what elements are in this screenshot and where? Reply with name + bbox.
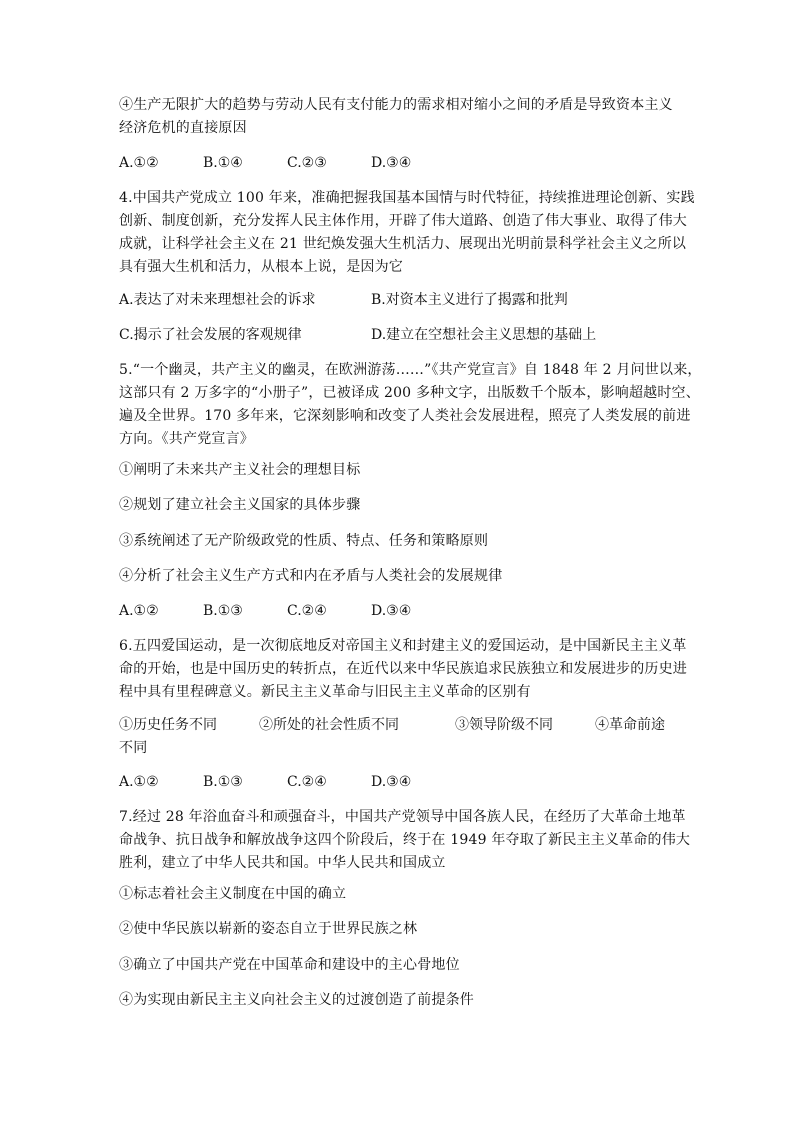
- q6-stem-line-3: 程中具有里程碑意义。新民主主义革命与旧民主主义革命的区别有: [119, 684, 531, 700]
- q5-option-b: B.①③: [203, 603, 243, 619]
- q4-option-b: B.对资本主义进行了揭露和批判: [371, 292, 568, 308]
- q7-item-1: ①标志着社会主义制度在中国的确立: [119, 886, 347, 902]
- q5-item-1: ①阐明了未来共产主义社会的理想目标: [119, 462, 361, 478]
- q5-option-c: C.②④: [287, 603, 327, 619]
- q3-option-b: B.①④: [203, 155, 243, 171]
- q6-stem-line-2: 命的开始，也是中国历史的转折点，在近代以来中华民族追求民族独立和发展进步的历史进: [119, 661, 687, 677]
- q4-stem-line-1: 4.中国共产党成立 100 年来，准确把握我国基本国情与时代特征，持续推进理论创新、实践: [119, 190, 695, 206]
- q5-item-2: ②规划了建立社会主义国家的具体步骤: [119, 497, 361, 513]
- q7-item-4: ④为实现由新民主主义向社会主义的过渡创造了前提条件: [119, 992, 474, 1008]
- q3-item-4-line-2: 经济危机的直接原因: [119, 120, 247, 136]
- q4-stem-line-2: 创新、制度创新，充分发挥人民主体作用，开辟了伟大道路、创造了伟大事业、取得了伟大: [119, 213, 687, 229]
- q5-option-d: D.③④: [371, 603, 412, 619]
- q4-option-c: C.揭示了社会发展的客观规律: [119, 327, 302, 343]
- q5-option-a: A.①②: [119, 603, 159, 619]
- q4-option-d: D.建立在空想社会主义思想的基础上: [371, 327, 597, 343]
- q6-option-d: D.③④: [371, 774, 412, 790]
- q3-item-4-line-1: ④生产无限扩大的趋势与劳动人民有支付能力的需求相对缩小之间的矛盾是导致资本主义: [119, 97, 673, 113]
- q5-stem-line-4: 方向。《共产党宣言》: [119, 431, 254, 447]
- q7-stem-line-2: 命战争、抗日战争和解放战争这四个阶段后，终于在 1949 年夺取了新民主主义革命的伟大: [119, 832, 691, 848]
- q5-stem-line-2: 这部只有 2 万多字的“小册子”，已被译成 200 多种文字，出版数千个版本，影响超越时空、: [119, 385, 700, 401]
- q7-item-3: ③确立了中国共产党在中国革命和建设中的主心骨地位: [119, 957, 460, 973]
- q6-option-a: A.①②: [119, 774, 159, 790]
- q6-option-b: B.①③: [203, 774, 243, 790]
- q4-stem-line-3: 成就，让科学社会主义在 21 世纪焕发强大生机活力、展现出光明前景科学社会主义之所以: [119, 236, 687, 252]
- q6-item-4: ④革命前途: [595, 717, 665, 733]
- q7-item-2: ②使中华民族以崭新的姿态自立于世界民族之林: [119, 921, 418, 937]
- q5-item-4: ④分析了社会主义生产方式和内在矛盾与人类社会的发展规律: [119, 568, 503, 584]
- q3-option-c: C.②③: [287, 155, 327, 171]
- q4-option-a: A.表达了对未来理想社会的诉求: [119, 292, 316, 308]
- q6-item-4-wrap: 不同: [119, 740, 148, 756]
- q4-stem-line-4: 具有强大生机和活力，从根本上说，是因为它: [119, 259, 403, 275]
- q5-stem-line-3: 遍及全世界。170 多年来，它深刻影响和改变了人类社会发展进程，照亮了人类发展的前进: [119, 408, 691, 424]
- q6-option-c: C.②④: [287, 774, 327, 790]
- q7-stem-line-1: 7.经过 28 年浴血奋斗和顽强奋斗，中国共产党领导中国各族人民，在经历了大革命土地革: [119, 809, 686, 825]
- q3-option-a: A.①②: [119, 155, 159, 171]
- q6-item-1: ①历史任务不同: [119, 717, 217, 733]
- q6-item-3: ③领导阶级不同: [455, 717, 553, 733]
- q5-item-3: ③系统阐述了无产阶级政党的性质、特点、任务和策略原则: [119, 533, 489, 549]
- q3-option-d: D.③④: [371, 155, 412, 171]
- q6-item-2: ②所处的社会性质不同: [259, 717, 399, 733]
- q7-stem-line-3: 胜利，建立了中华人民共和国。中华人民共和国成立: [119, 855, 446, 871]
- q6-stem-line-1: 6.五四爱国运动，是一次彻底地反对帝国主义和封建主义的爱国运动，是中国新民主主义革: [119, 638, 687, 654]
- q5-stem-line-1: 5.“一个幽灵，共产主义的幽灵，在欧洲游荡……”《共产党宣言》自 1848 年 2 月问世以来，: [119, 362, 702, 378]
